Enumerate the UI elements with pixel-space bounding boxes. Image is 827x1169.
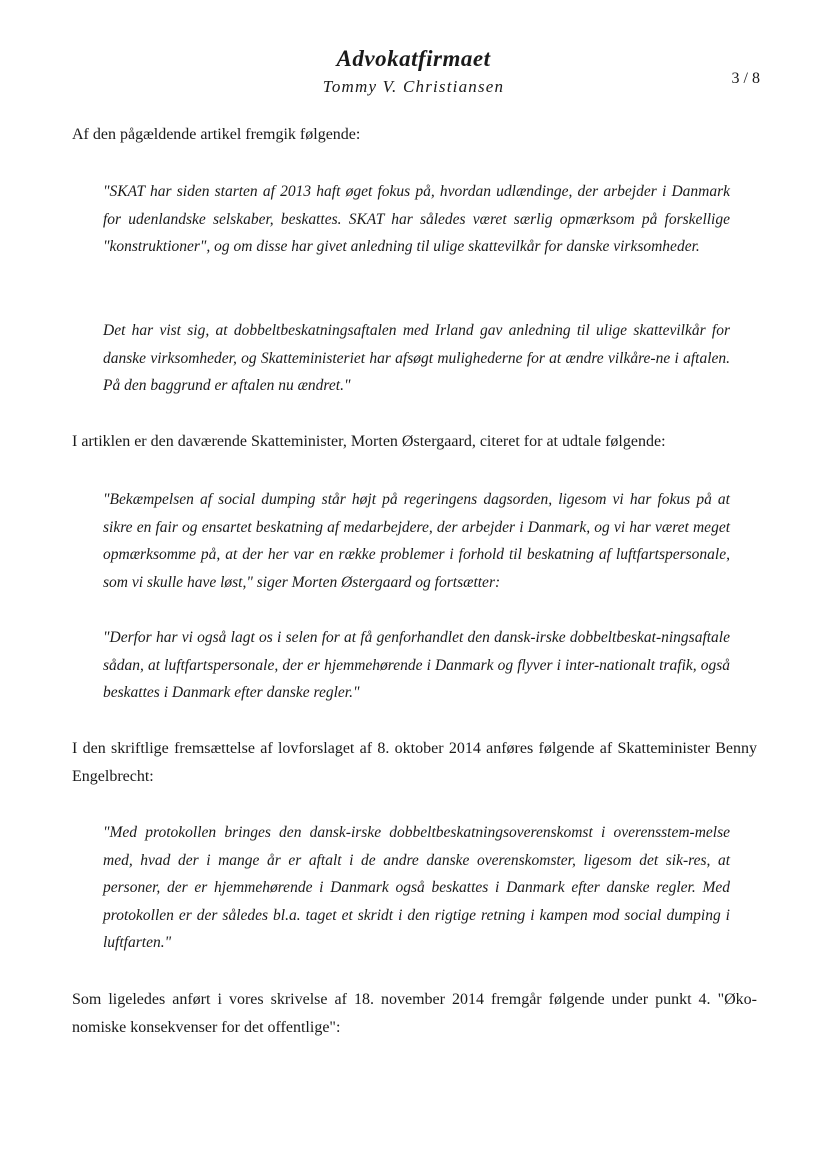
economic-consequences-paragraph: Som ligeledes anført i vores skrivelse af 18. november 2014 fremgår følgende under punkt 4. "Øko-nomiske konsekvenser for det offentlige": bbox=[72, 991, 757, 1036]
quote-renegotiation: "Derfor har vi også lagt os i selen for at få genforhandlet den dansk-irske dobbeltbeskat-ningsaftale sådan, at luftfartspersonale, der er hjemmehørende i Danmark og flyver i inter-nationalt trafik, også beskattes i Danmark efter danske regler." bbox=[103, 629, 730, 701]
minister-paragraph: I artiklen er den daværende Skatteminister, Morten Østergaard, citeret for at udtale følgende: bbox=[72, 433, 666, 450]
intro-paragraph: Af den pågældende artikel fremgik følgende: bbox=[72, 126, 361, 143]
page-number: 3 / 8 bbox=[731, 70, 760, 87]
quote-skat-focus: "SKAT har siden starten af 2013 haft øget fokus på, hvordan udlændinge, der arbejder i Danmark for udenlandske selskaber, beskattes. SKAT har således været særlig opmærksom på forskellige "konstruktioner", og om disse har givet anledning til ulige skattevilkår for danske virksomheder. bbox=[103, 183, 730, 255]
quote-social-dumping: "Bekæmpelsen af social dumping står højt på regeringens dagsorden, ligesom vi har fokus på at sikre en fair og ensartet beskatning af medarbejdere, der arbejder i Danmark, og vi har været meget opmærksomme på, at der her var en række problemer i forhold til beskatning af luftfartspersonale, som vi skulle have løst," siger Morten Østergaard og fortsætter: bbox=[103, 491, 730, 591]
quote-ireland-agreement: Det har vist sig, at dobbeltbeskatningsaftalen med Irland gav anledning til ulige skattevilkår for danske virksomheder, og Skatteministeriet har afsøgt mulighederne for at ændre vilkåre-ne i aftalen. På den baggrund er aftalen nu ændret." bbox=[103, 322, 730, 394]
bill-paragraph: I den skriftlige fremsættelse af lovforslaget af 8. oktober 2014 anføres følgende af Skatteminister Benny Engelbrecht: bbox=[72, 740, 757, 785]
quote-protocol: "Med protokollen bringes den dansk-irske dobbeltbeskatningsoverenskomst i overensstem-melse med, hvad der i mange år er aftalt i de andre danske overenskomster, ligesom det sik-res, at personer, der er hjemmehørende i Danmark også beskattes i Danmark efter danske regler. Med protokollen er der således bl.a. taget et skridt i den rigtige retning i kampen mod social dumping i luftfarten." bbox=[103, 824, 730, 951]
firm-name: Advokatfirmaet bbox=[336, 46, 491, 71]
lawyer-name: Tommy V. Christiansen bbox=[322, 77, 505, 96]
